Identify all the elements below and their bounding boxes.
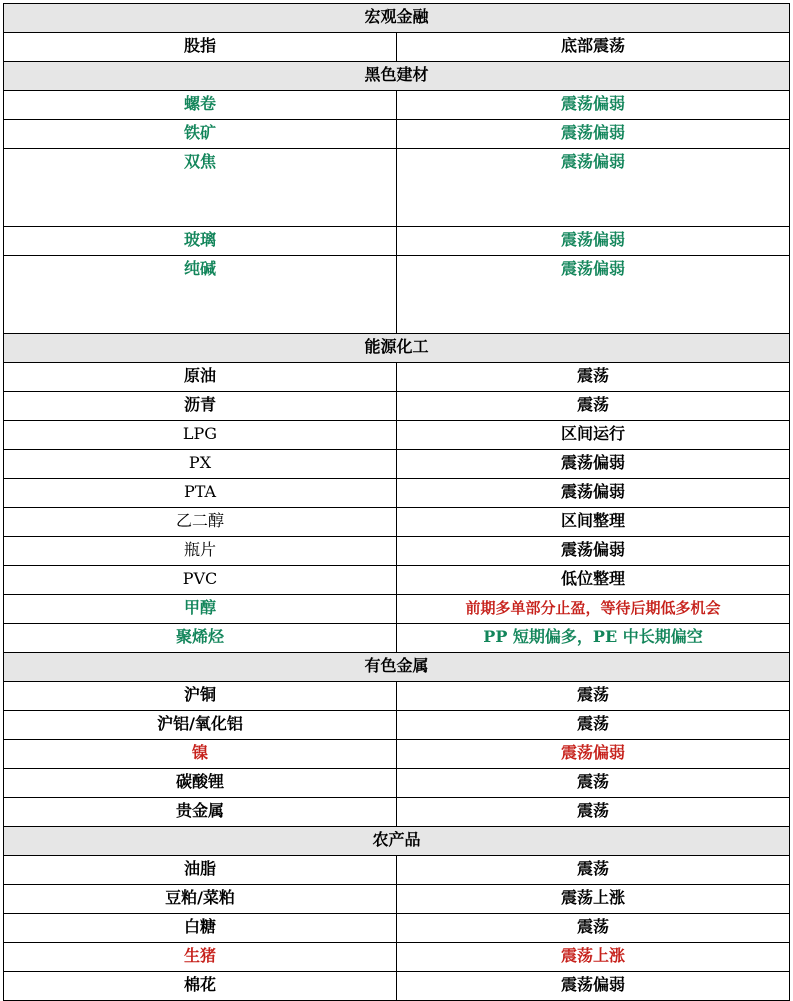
outlook-cell: 前期多单部分止盈，等待后期低多机会 bbox=[397, 595, 790, 624]
table-row bbox=[4, 479, 790, 508]
table-row bbox=[4, 595, 790, 624]
commodity-cell: 沥青 bbox=[4, 392, 397, 421]
section-title: 能源化工 bbox=[4, 334, 790, 363]
table-row bbox=[4, 914, 790, 943]
commodity-cell: LPG bbox=[4, 421, 397, 450]
table-row bbox=[4, 711, 790, 740]
table-row bbox=[4, 120, 790, 149]
commodity-cell: 瓶片 bbox=[4, 537, 397, 566]
commodity-cell: 碳酸锂 bbox=[4, 769, 397, 798]
commodity-cell: 股指 bbox=[4, 33, 397, 62]
outlook-cell: 震荡上涨 bbox=[397, 943, 790, 972]
section-title: 有色金属 bbox=[4, 653, 790, 682]
section-header-row bbox=[4, 334, 790, 363]
commodity-cell: PVC bbox=[4, 566, 397, 595]
outlook-cell: 震荡 bbox=[397, 363, 790, 392]
table-row bbox=[4, 149, 790, 227]
table-row bbox=[4, 682, 790, 711]
table-row bbox=[4, 33, 790, 62]
table-row bbox=[4, 740, 790, 769]
table-row bbox=[4, 566, 790, 595]
table-row bbox=[4, 537, 790, 566]
outlook-cell: 震荡偏弱 bbox=[397, 972, 790, 1001]
outlook-cell: 震荡 bbox=[397, 711, 790, 740]
section-title: 黑色建材 bbox=[4, 62, 790, 91]
commodity-cell: 玻璃 bbox=[4, 227, 397, 256]
outlook-cell: 震荡偏弱 bbox=[397, 227, 790, 256]
commodity-cell: 乙二醇 bbox=[4, 508, 397, 537]
table-row bbox=[4, 798, 790, 827]
commodity-cell: 原油 bbox=[4, 363, 397, 392]
commodity-cell: 沪铝/氧化铝 bbox=[4, 711, 397, 740]
table-row bbox=[4, 227, 790, 256]
outlook-cell: 震荡偏弱 bbox=[397, 450, 790, 479]
section-header-row bbox=[4, 4, 790, 33]
outlook-cell: 震荡 bbox=[397, 682, 790, 711]
outlook-cell: 震荡偏弱 bbox=[397, 256, 790, 334]
table-row bbox=[4, 885, 790, 914]
table-row bbox=[4, 392, 790, 421]
outlook-cell: 震荡偏弱 bbox=[397, 740, 790, 769]
outlook-cell: 震荡偏弱 bbox=[397, 91, 790, 120]
commodity-cell: 镍 bbox=[4, 740, 397, 769]
commodity-cell: PTA bbox=[4, 479, 397, 508]
outlook-cell: 底部震荡 bbox=[397, 33, 790, 62]
table-row bbox=[4, 972, 790, 1001]
table-row bbox=[4, 421, 790, 450]
table-row bbox=[4, 508, 790, 537]
outlook-cell: 震荡 bbox=[397, 769, 790, 798]
commodity-cell: 纯碱 bbox=[4, 256, 397, 334]
table-row bbox=[4, 769, 790, 798]
table-row bbox=[4, 363, 790, 392]
table-row bbox=[4, 256, 790, 334]
commodity-cell: 双焦 bbox=[4, 149, 397, 227]
commodity-cell: 甲醇 bbox=[4, 595, 397, 624]
commodity-cell: 螺卷 bbox=[4, 91, 397, 120]
table-row bbox=[4, 450, 790, 479]
commodity-cell: PX bbox=[4, 450, 397, 479]
outlook-cell: 低位整理 bbox=[397, 566, 790, 595]
outlook-cell: 震荡偏弱 bbox=[397, 537, 790, 566]
commodity-cell: 棉花 bbox=[4, 972, 397, 1001]
outlook-cell: 震荡偏弱 bbox=[397, 149, 790, 227]
table-body bbox=[4, 4, 790, 1001]
commodity-cell: 白糖 bbox=[4, 914, 397, 943]
section-header-row bbox=[4, 653, 790, 682]
commodity-cell: 聚烯烃 bbox=[4, 624, 397, 653]
outlook-cell: PP 短期偏多，PE 中长期偏空 bbox=[397, 624, 790, 653]
table-row bbox=[4, 91, 790, 120]
market-outlook-table bbox=[3, 3, 790, 1001]
outlook-cell: 震荡上涨 bbox=[397, 885, 790, 914]
section-header-row bbox=[4, 62, 790, 91]
commodity-cell: 豆粕/菜粕 bbox=[4, 885, 397, 914]
commodity-cell: 生猪 bbox=[4, 943, 397, 972]
commodity-cell: 油脂 bbox=[4, 856, 397, 885]
outlook-cell: 区间整理 bbox=[397, 508, 790, 537]
commodity-cell: 贵金属 bbox=[4, 798, 397, 827]
commodity-cell: 铁矿 bbox=[4, 120, 397, 149]
commodity-cell: 沪铜 bbox=[4, 682, 397, 711]
outlook-cell: 区间运行 bbox=[397, 421, 790, 450]
section-title: 农产品 bbox=[4, 827, 790, 856]
outlook-cell: 震荡 bbox=[397, 914, 790, 943]
outlook-cell: 震荡偏弱 bbox=[397, 479, 790, 508]
outlook-cell: 震荡 bbox=[397, 856, 790, 885]
outlook-cell: 震荡偏弱 bbox=[397, 120, 790, 149]
section-header-row bbox=[4, 827, 790, 856]
table-row bbox=[4, 624, 790, 653]
outlook-cell: 震荡 bbox=[397, 392, 790, 421]
outlook-cell: 震荡 bbox=[397, 798, 790, 827]
section-title: 宏观金融 bbox=[4, 4, 790, 33]
table-row bbox=[4, 943, 790, 972]
table-row bbox=[4, 856, 790, 885]
